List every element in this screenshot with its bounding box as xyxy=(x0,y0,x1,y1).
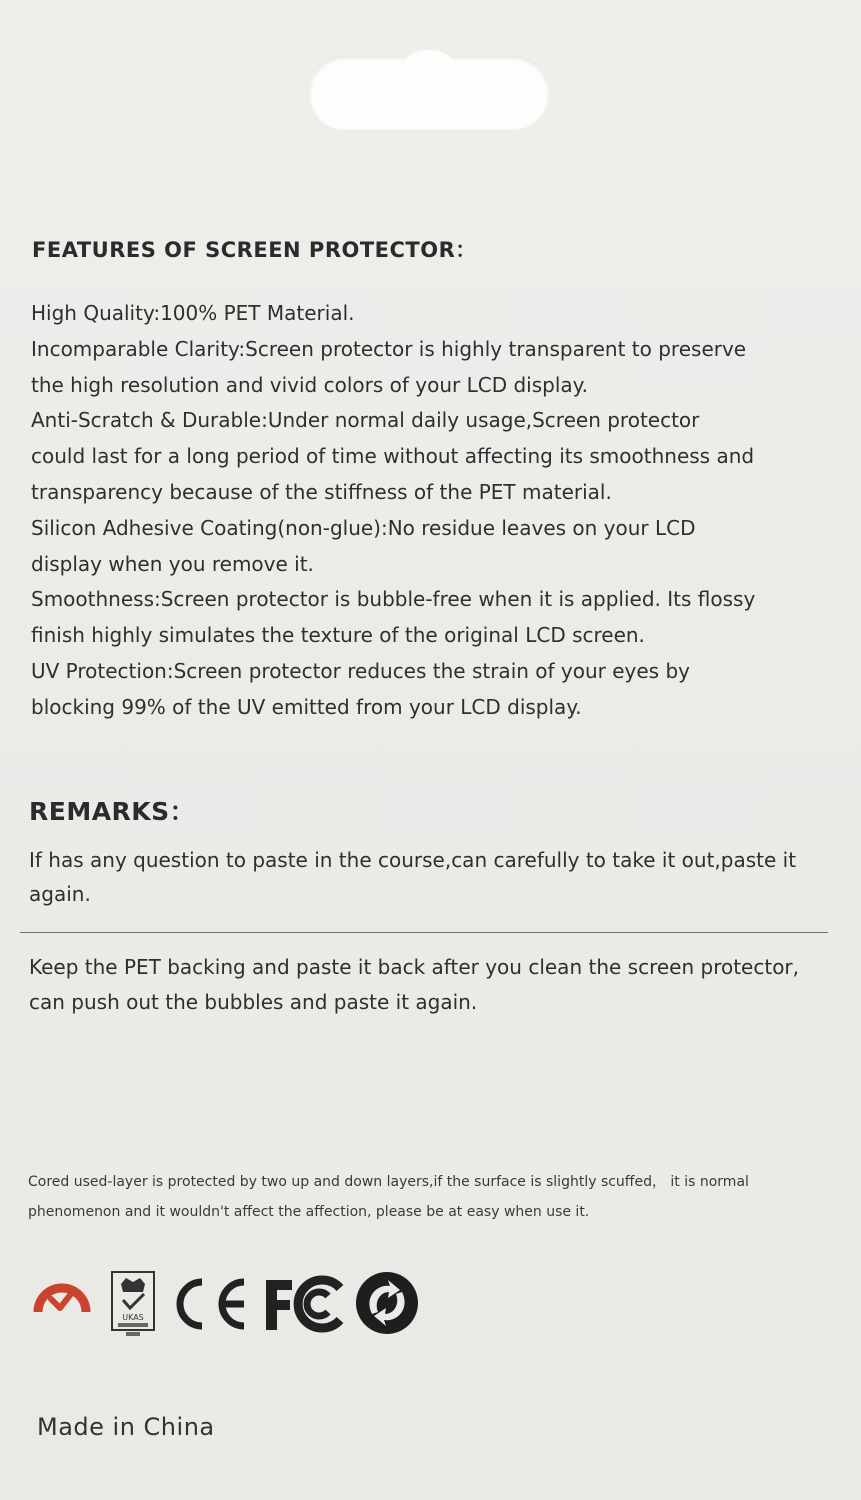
feature-line: High Quality:100% PET Material. xyxy=(31,301,355,325)
note-line: phenomenon and it wouldn't affect the affection, please be at easy when use it. xyxy=(28,1204,590,1220)
remarks-text xyxy=(29,843,829,911)
feature-line: transparency because of the stiffness of the PET material. xyxy=(31,479,612,504)
feature-line: the high resolution and vivid colors of your LCD display. xyxy=(31,372,588,397)
feature-line: Smoothness:Screen protector is bubble-free when it is applied. Its flossy xyxy=(31,587,756,612)
fcc-mark-icon xyxy=(262,1274,346,1334)
divider xyxy=(20,932,828,933)
layer-note xyxy=(28,1167,808,1227)
note-line: Cored used-layer is protected by two up and down layers,if the surface is slightly scuffed， it is normal xyxy=(28,1174,749,1190)
feature-line: blocking 99% of the UV emitted from your LCD display. xyxy=(31,694,582,719)
features-heading: FEATURES OF SCREEN PROTECTOR： xyxy=(32,238,477,262)
feature-line: UV Protection:Screen protector reduces the strain of your eyes by xyxy=(31,658,690,683)
feature-line: Silicon Adhesive Coating(non-glue):No residue leaves on your LCD xyxy=(31,515,696,540)
remarks-line: If has any question to paste in the course,can carefully to take it out,paste it xyxy=(29,848,797,872)
remarks-line: again. xyxy=(29,882,91,906)
remarks-heading: REMARKS： xyxy=(29,797,196,826)
tip-text xyxy=(29,950,839,1020)
feature-line: could last for a long period of time without affecting its smoothness and xyxy=(31,444,755,469)
features-list xyxy=(31,296,831,726)
feature-line: display when you remove it. xyxy=(31,551,314,576)
ce-mark-icon xyxy=(172,1274,252,1334)
tip-line: Keep the PET backing and paste it back after you clean the screen protector, xyxy=(29,955,800,979)
tip-line: can push out the bubbles and paste it again. xyxy=(29,990,478,1014)
ukas-label: UKAS xyxy=(122,1313,144,1322)
recycle-icon xyxy=(354,1270,420,1336)
quality-check-icon xyxy=(32,1272,92,1318)
feature-line: Anti-Scratch & Durable:Under normal daily usage,Screen protector xyxy=(31,408,700,433)
ukas-icon xyxy=(110,1270,156,1338)
hang-hole xyxy=(309,56,549,130)
made-in-label: Made in China xyxy=(37,1413,215,1441)
feature-line: finish highly simulates the texture of the original LCD screen. xyxy=(31,623,645,648)
feature-line: Incomparable Clarity:Screen protector is highly transparent to preserve xyxy=(31,336,747,361)
